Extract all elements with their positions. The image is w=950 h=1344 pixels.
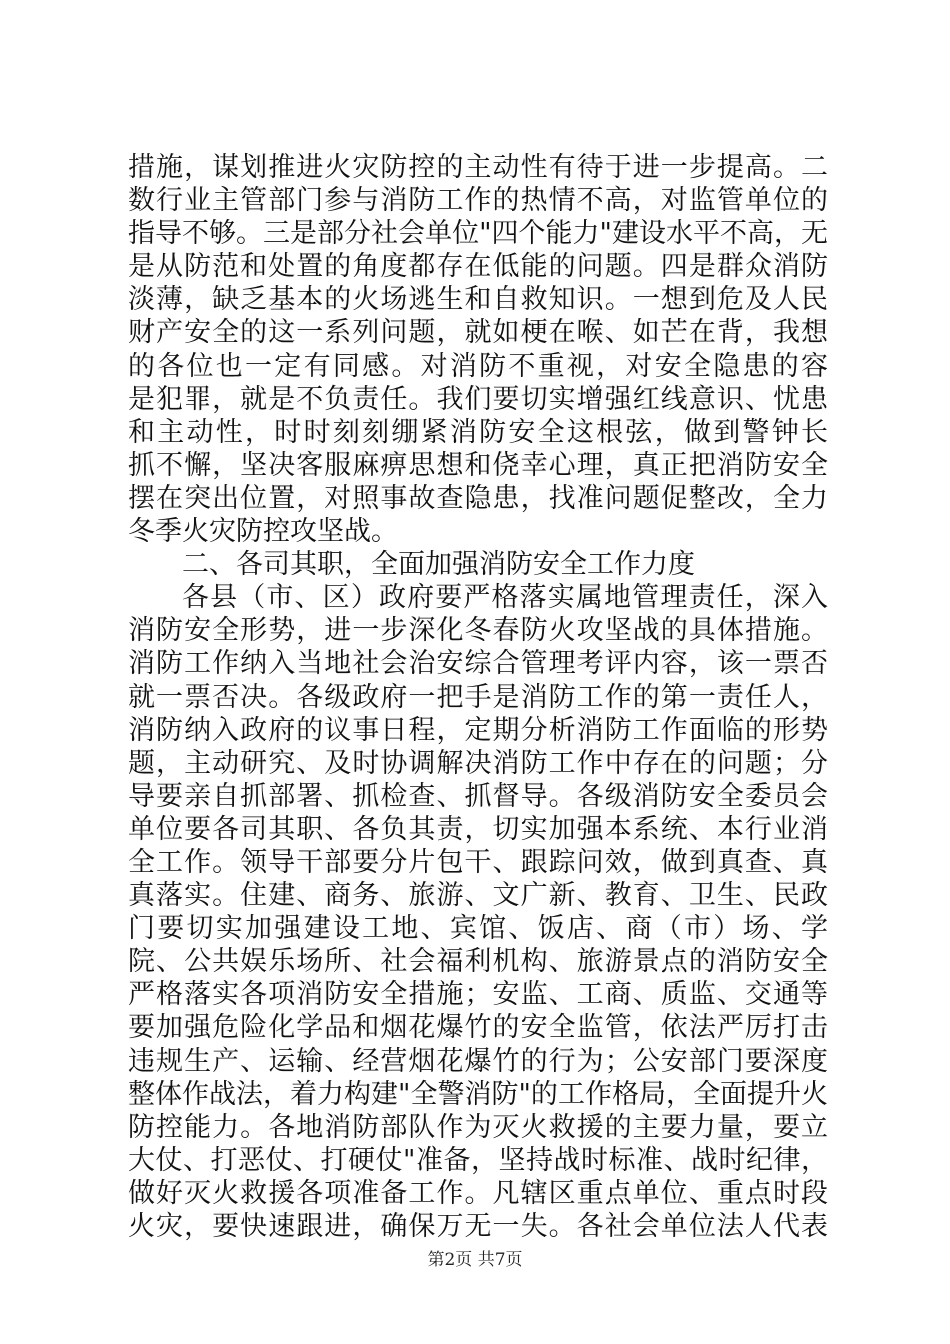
text-line: 消防安全形势，进一步深化冬春防火攻坚战的具体措施。 bbox=[128, 615, 828, 647]
text-line: 各县（市、区）政府要严格落实属地管理责任，深入 bbox=[182, 582, 828, 614]
text-line: 整体作战法，着力构建"全警消防"的工作格局，全面提升火 bbox=[128, 1078, 828, 1110]
text-line: 要加强危险化学品和烟花爆竹的安全监管，依法严厉打击 bbox=[128, 1012, 828, 1044]
text-line: 的各位也一定有同感。对消防不重视，对安全隐患的容 bbox=[128, 350, 828, 382]
text-line: 全工作。领导干部要分片包干、跟踪问效，做到真查、真 bbox=[128, 846, 828, 878]
text-line: 就一票否决。各级政府一把手是消防工作的第一责任人， bbox=[128, 681, 828, 713]
text-line: 数行业主管部门参与消防工作的热情不高，对监管单位的 bbox=[128, 185, 828, 217]
text-line: 门要切实加强建设工地、宾馆、饭店、商（市）场、学 bbox=[128, 913, 828, 945]
text-line: 导要亲自抓部署、抓检查、抓督导。各级消防安全委员会 bbox=[128, 780, 828, 812]
text-line: 违规生产、运输、经营烟花爆竹的行为；公安部门要深度 bbox=[128, 1045, 828, 1077]
text-line: 题，主动研究、及时协调解决消防工作中存在的问题；分 bbox=[128, 747, 828, 779]
text-line: 大仗、打恶仗、打硬仗"准备，坚持战时标准、战时纪律， bbox=[128, 1144, 828, 1176]
text-line: 消防纳入政府的议事日程，定期分析消防工作面临的形势 bbox=[128, 714, 828, 746]
text-line: 做好灭火救援各项准备工作。凡辖区重点单位、重点时段 bbox=[128, 1177, 828, 1209]
text-line: 抓不懈，坚决客服麻痹思想和侥幸心理，真正把消防安全 bbox=[128, 449, 828, 481]
text-line: 摆在突出位置，对照事故查隐患，找准问题促整改，全力 bbox=[128, 482, 828, 514]
text-line: 真落实。住建、商务、旅游、文广新、教育、卫生、民政 bbox=[128, 880, 828, 912]
section-heading: 二、各司其职，全面加强消防安全工作力度 bbox=[182, 549, 695, 581]
text-line: 防控能力。各地消防部队作为灭火救援的主要力量，要立 bbox=[128, 1111, 828, 1143]
text-line: 严格落实各项消防安全措施；安监、工商、质监、交通等 bbox=[128, 979, 828, 1011]
text-line: 消防工作纳入当地社会治安综合管理考评内容，该一票否 bbox=[128, 648, 828, 680]
body-text bbox=[128, 151, 828, 1243]
text-line: 是从防范和处置的角度都存在低能的问题。四是群众消防 bbox=[128, 251, 828, 283]
text-line: 措施，谋划推进火灾防控的主动性有待于进一步提高。二 bbox=[128, 152, 828, 183]
text-line: 指导不够。三是部分社会单位"四个能力"建设水平不高，无 bbox=[128, 218, 828, 250]
text-line: 和主动性，时时刻刻绷紧消防安全这根弦，做到警钟长 bbox=[128, 416, 828, 448]
text-line: 冬季火灾防控攻坚战。 bbox=[128, 516, 398, 548]
text-line: 单位要各司其职、各负其责，切实加强本系统、本行业消 bbox=[128, 813, 828, 845]
text-line: 是犯罪，就是不负责任。我们要切实增强红线意识、忧患 bbox=[128, 383, 828, 415]
text-line: 院、公共娱乐场所、社会福利机构、旅游景点的消防安全 bbox=[128, 946, 828, 978]
page-number-footer: 第2页 共7页 bbox=[427, 1250, 523, 1270]
text-line: 财产安全的这一系列问题，就如梗在喉、如芒在背，我想 bbox=[128, 317, 828, 349]
text-line: 淡薄，缺乏基本的火场逃生和自救知识。一想到危及人民 bbox=[128, 284, 828, 316]
text-line: 火灾，要快速跟进，确保万无一失。各社会单位法人代表 bbox=[128, 1211, 828, 1242]
